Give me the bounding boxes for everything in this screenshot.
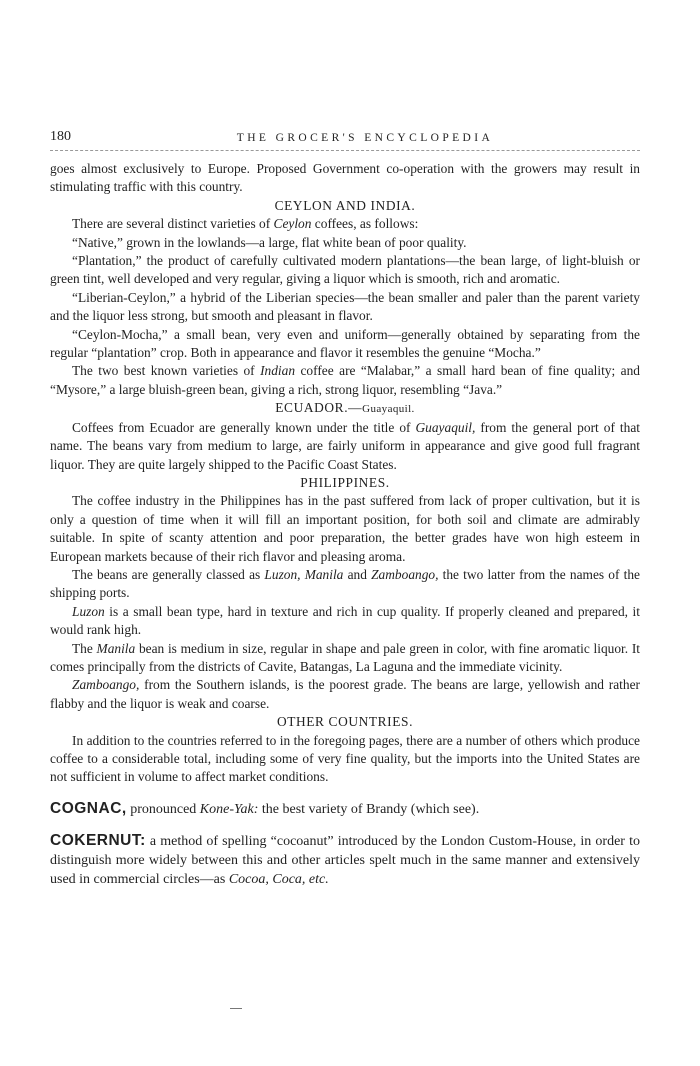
header-rule (50, 150, 640, 151)
heading-other-countries: OTHER COUNTRIES. (276, 714, 414, 730)
paragraph-other-countries: In addition to the countries referred to in the foregoing pages, there are a number of others which produce coffee to a considerable total, including some of very fine quality, but the imports into the United States are not sufficient in volume to affect market conditions. (50, 732, 640, 785)
paragraph-native: “Native,” grown in the lowlands—a large, flat white bean of poor quality. (72, 234, 467, 250)
paragraph-liberian-ceylon: “Liberian-Ceylon,” a hybrid of the Liberian species—the bean smaller and paler than the parent variety and the liquor less strong, but smooth and pleasant in flavor. (50, 289, 640, 324)
entry-cokernut: COKERNUT: a method of spelling “cocoanut” introduced by the London Custom-House, in order to distinguish more widely between this and other articles spelt much in the same manner and extensively used in commercial circles—as Cocoa, Coca, etc. (50, 831, 640, 887)
paragraph-ceylon-intro: There are several distinct varieties of Ceylon coffees, as follows: (72, 216, 419, 232)
paragraph-philippines-classes: The beans are generally classed as Luzon, Manila and Zamboango, the two latter from the names of the shipping ports. (50, 566, 641, 601)
heading-ecuador: ECUADOR.—Guayaquil. (275, 400, 415, 416)
page-number: 180 (50, 129, 71, 144)
paragraph-philippines-industry: The coffee industry in the Philippines has in the past suffered from lack of proper cultivation, but it is only a question of time when it will fill an important position, for both soil and climate are admirably suitable. In spite of scanty attention and poor preparation, the better grades have won high esteem in European markets because of their rich flavor and pleasing aroma. (50, 493, 640, 564)
headword-cognac: COGNAC, (50, 799, 127, 817)
paragraph-luzon: Luzon is a small bean type, hard in texture and rich in cup quality. If properly cleaned and prepared, it would rank high. (50, 603, 640, 638)
page-body (50, 160, 640, 889)
footer-mark (230, 1008, 242, 1009)
paragraph-manila: The Manila bean is medium in size, regular in shape and pale green in color, with fine aromatic liquor. It comes principally from the districts of Cavite, Batangas, La Laguna and the immediate vicinity. (50, 640, 641, 674)
paragraph-ceylon-mocha: “Ceylon-Mocha,” a small bean, very even and uniform—generally obtained by separating from the regular “plantation” crop. Both in appearance and flavor it resembles the genuine “Mocha.” (50, 326, 640, 361)
heading-ceylon-india: CEYLON AND INDIA. (274, 197, 416, 213)
paragraph-plantation: “Plantation,” the product of carefully cultivated modern plantations—the bean large, of light-bluish or green tint, well developed and very regular, giving a liquor which is smooth, rich and aromatic. (50, 253, 640, 287)
entry-cognac: COGNAC, pronounced Kone-Yak: the best variety of Brandy (which see). (50, 799, 480, 817)
paragraph-indian: The two best known varieties of Indian coffee are “Malabar,” a small hard bean of fine quality; and “Mysore,” a large bluish-green bean, giving a rich, strong liquor, resembling “Java.” (50, 363, 640, 397)
headword-cokernut: COKERNUT: (50, 831, 146, 849)
heading-philippines: PHILIPPINES. (300, 474, 390, 490)
paragraph-ecuador: Coffees from Ecuador are generally known under the title of Guayaquil, from the general port of that name. The beans vary from medium to large, are fairly uniform in appearance and give good full fragrant liquor. They are quite largely shipped to the Pacific Coast States. (50, 419, 640, 472)
paragraph-europe: goes almost exclusively to Europe. Proposed Government co-operation with the growers may result in stimulating traffic with this country. (50, 161, 640, 195)
page-header (50, 128, 640, 148)
running-title: THE GROCER'S ENCYCLOPEDIA (236, 132, 494, 144)
paragraph-zamboango: Zamboango, from the Southern islands, is the poorest grade. The beans are large, yellowish and rather flabby and the liquor is weak and coarse. (50, 677, 640, 711)
